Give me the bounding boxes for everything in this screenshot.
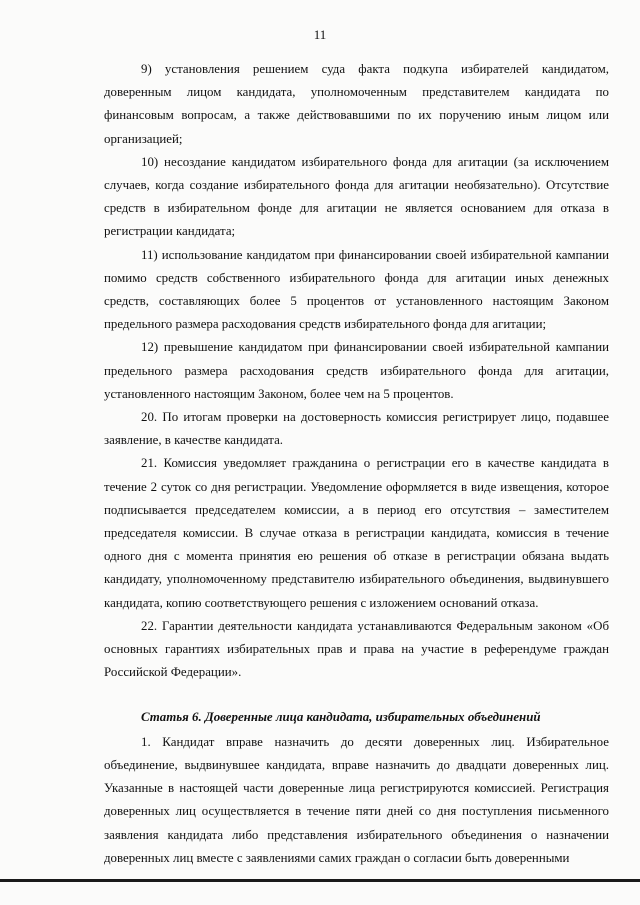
article-heading: Статья 6. Доверенные лица кандидата, избирательных объединений — [141, 710, 541, 725]
document-body — [104, 58, 609, 870]
bottom-rule — [0, 879, 640, 882]
paragraph-part-21: 21. Комиссия уведомляет гражданина о регистрации его в качестве кандидата в течение 2 суток со дня регистрации. Уведомление оформляется в виде извещения, которое подписывается председателем комиссии, а в период его отсутствия – заместителем председателя комиссии. В случае отказа в регистрации кандидата, комиссия в течение одного дня с момента принятия ею решения об отказе в регистрации обязана выдать кандидату, уполномоченному представителю избирательного объединения, выдвинувшего кандидата, копию соответствующего решения с изложением оснований отказа. — [104, 456, 609, 610]
paragraph-part-20: 20. По итогам проверки на достоверность комиссия регистрирует лицо, подавшее заявление, в качестве кандидата. — [104, 410, 609, 448]
article-paragraph-1: 1. Кандидат вправе назначить до десяти доверенных лиц. Избирательное объединение, выдвинувшее кандидата, вправе назначить до двадцати доверенных лиц. Указанные в настоящей части доверенные лица регистрируются комиссией. Регистрация доверенных лиц осуществляется в течение пяти дней со дня поступления письменного заявления кандидата либо представления избирательного объединения о назначении доверенных лиц вместе с заявлениями самих граждан о согласии быть доверенными — [104, 734, 609, 865]
paragraph-part-22: 22. Гарантии деятельности кандидата устанавливаются Федеральным законом «Об основных гарантиях избирательных прав и права на участие в референдуме граждан Российской Федерации». — [104, 618, 609, 680]
paragraph-item-11: 11) использование кандидатом при финансировании своей избирательной кампании помимо средств собственного избирательного фонда для агитации иных денежных средств, составляющих более 5 процентов от установленного настоящим Законом предельного размера расходования средств избирательного фонда для агитации; — [104, 247, 609, 332]
paragraph-item-10: 10) несоздание кандидатом избирательного фонда для агитации (за исключением случаев, когда создание избирательного фонда для агитации необязательно). Отсутствие средств в избирательном фонде для агитации не является основанием для отказа в регистрации кандидата; — [104, 154, 609, 239]
page-number: 11 — [313, 27, 327, 42]
paragraph-item-12: 12) превышение кандидатом при финансировании своей избирательной кампании предельного размера расходования средств избирательного фонда для агитации, установленного настоящим Законом, более чем на 5 процентов. — [104, 340, 609, 401]
paragraph-item-9: 9) установления решением суда факта подкупа избирателей кандидатом, доверенным лицом кандидата, уполномоченным представителем кандидата по финансовым вопросам, а также действовавшими по их поручению иным лицом или организацией; — [104, 62, 609, 146]
